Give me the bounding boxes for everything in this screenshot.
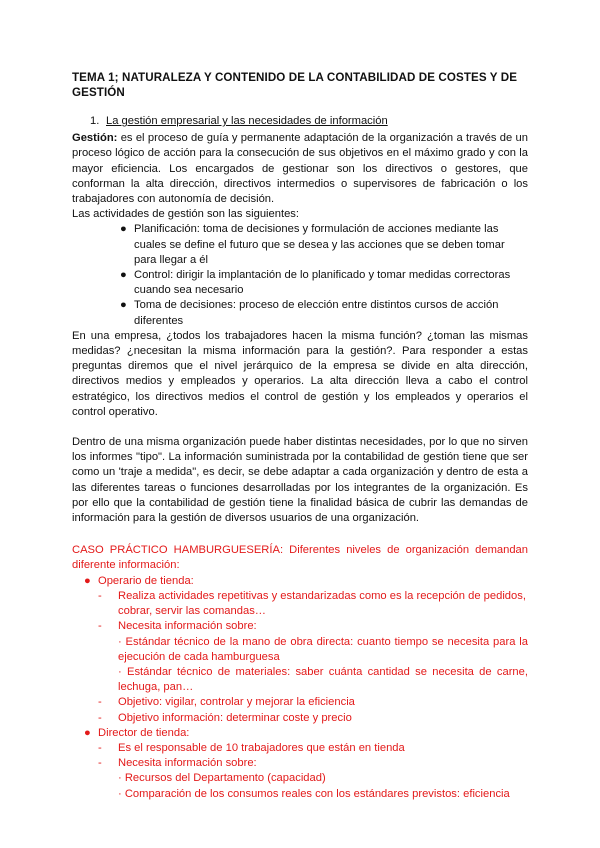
list-item-text: Necesita información sobre: [118, 757, 257, 770]
activities-list [72, 222, 528, 328]
list-item-text: Realiza actividades repetitivas y estandarizadas como es la recepción de pedidos, cobrar, servir las comandas… [118, 589, 526, 618]
dash-icon: - [98, 696, 102, 709]
list-item [72, 711, 528, 726]
list-item [72, 619, 528, 634]
section-heading-text: La gestión empresarial y las necesidades de información [106, 115, 388, 127]
gestion-definition-text: es el proceso de guía y permanente adaptación de la organización a través de un proceso lógico de acción para la consecución de sus objetivos en el máximo grado y con la mayor eficiencia. Los encargados de gestionar son los directivos o gestores, que conforman la alta dirección, directivos intermedios o supervisores de fabricación o los trabajadores con autonomía de decisión. [72, 132, 528, 206]
gestion-term: Gestión: [72, 132, 118, 145]
case-director [72, 726, 528, 741]
list-item-text: Es el responsable de 10 trabajadores que están en tienda [118, 741, 405, 754]
list-item [72, 695, 528, 710]
bullet-icon: ● [120, 223, 127, 236]
operario-items [72, 589, 528, 635]
paragraph-needs: Dentro de una misma organización puede haber distintas necesidades, por lo que no sirven los informes "tipo". La información suministrada por la contabilidad de gestión tiene que ser como un 'traje a medida", es decir, se debe adaptar a cada organización y dentro de esta a las diferentes tareas o funciones desarrolladas por los integrantes de la organización. Es por ello que la contabilidad de gestión tiene la finalidad básica de cubrir las demandas de información para la gestión de diversos usuarios de una organización. [72, 436, 528, 525]
operario-items-after [72, 695, 528, 725]
bullet-icon: ● [120, 299, 127, 312]
list-item [72, 756, 528, 771]
bullet-icon: ● [120, 269, 127, 282]
sub-item: · Comparación de los consumos reales con los estándares previstos: eficiencia [118, 787, 510, 800]
gestion-definition [72, 131, 528, 207]
dash-icon: - [98, 620, 102, 633]
case-level1-list [72, 574, 528, 589]
bullet-icon: ● [84, 574, 91, 587]
case-operario-label: Operario de tienda: [98, 574, 194, 587]
case-director-label: Director de tienda: [98, 726, 190, 739]
list-item [72, 298, 528, 328]
page-title: TEMA 1; NATURALEZA Y CONTENIDO DE LA CONTABILIDAD DE COSTES Y DE GESTIÓN [72, 71, 518, 99]
dash-icon: - [98, 711, 102, 724]
list-item [72, 741, 528, 756]
dash-icon: - [98, 741, 102, 754]
section-heading [90, 114, 528, 129]
sub-item: · Estándar técnico de la mano de obra directa: cuanto tiempo se necesita para la ejecución de cada hamburguesa [118, 635, 528, 663]
paragraph-hierarchy: En una empresa, ¿todos los trabajadores hacen la misma función? ¿toman las mismas medidas? ¿necesitan la misma información para la gestión?. Para responder a estas preguntas diremos que el nivel jerárquico de la empresa se divide en alta dirección, directivos medios y empleados y operarios. La alta dirección lleva a cabo el control estratégico, los directivos medios el control de gestión y los empleados y operarios el control operativo. [72, 329, 528, 418]
sub-item: · Estándar técnico de materiales: saber cuánta cantidad se necesita de carne, lechuga, pan… [118, 665, 528, 694]
section-number: 1. [90, 115, 100, 127]
list-item [72, 268, 528, 298]
list-item-text: Control: dirigir la implantación de lo planificado y tomar medidas correctoras cuando sea necesario [134, 269, 511, 297]
case-study [72, 543, 528, 801]
dash-icon: - [98, 757, 102, 770]
list-item-text: Objetivo: vigilar, controlar y mejorar la eficiencia [118, 696, 355, 709]
bullet-icon: ● [84, 726, 91, 739]
list-item [72, 589, 528, 619]
list-item-text: Planificación: toma de decisiones y formulación de acciones mediante las cuales se define el futuro que se desea y las acciones que se deben tomar para llegar a él [134, 223, 505, 266]
list-item-text: Necesita información sobre: [118, 620, 257, 633]
list-item-text: Objetivo información: determinar coste y precio [118, 711, 352, 724]
sub-item: · Recursos del Departamento (capacidad) [118, 772, 326, 785]
dash-icon: - [98, 589, 102, 602]
list-item [72, 222, 528, 268]
activities-intro: Las actividades de gestión son las siguientes: [72, 208, 300, 221]
case-level1-list [72, 726, 528, 741]
case-operario [72, 574, 528, 589]
director-items [72, 741, 528, 771]
case-title: CASO PRÁCTICO HAMBURGUESERÍA: Diferentes niveles de organización demandan diferente información: [72, 544, 528, 572]
list-item-text: Toma de decisiones: proceso de elección entre distintos cursos de acción diferentes [134, 299, 499, 327]
